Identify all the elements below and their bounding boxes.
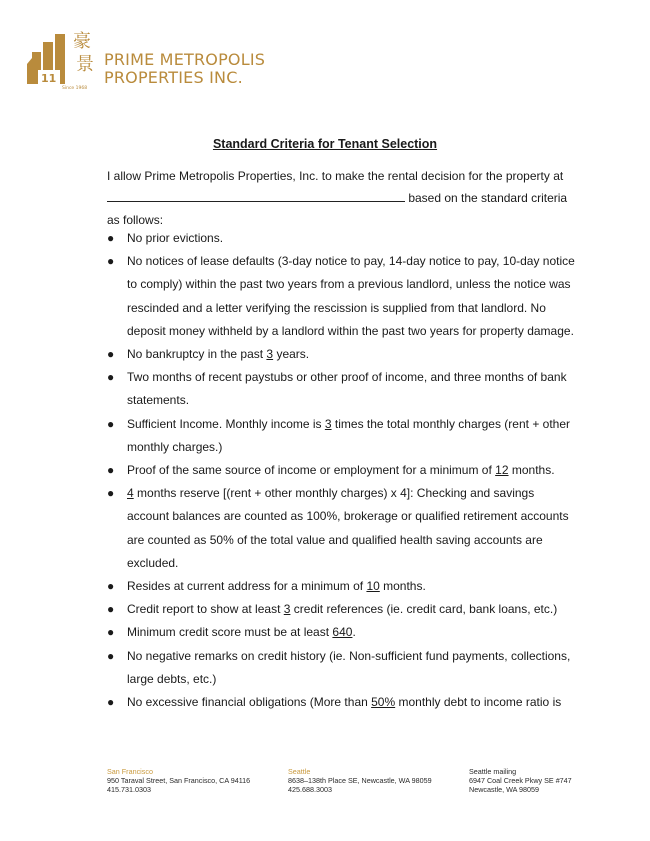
debt-ratio-value: 50% <box>371 695 396 710</box>
intro-line-2-text: based on the standard criteria <box>405 191 568 205</box>
criteria-text: No excessive financial obligations (More than <box>127 695 372 710</box>
income-multiple-value: 3 <box>324 416 332 431</box>
criteria-text: Minimum credit score must be at least <box>127 625 333 640</box>
bullet-icon: ● <box>107 370 115 385</box>
criteria-text: years. <box>273 347 310 362</box>
footer-city-state: Newcastle, WA 98059 <box>469 785 540 795</box>
criteria-text: Resides at current address for a minimum of <box>127 579 367 594</box>
bullet-icon: ● <box>107 463 115 478</box>
property-blank-line[interactable] <box>107 188 405 202</box>
svg-text:景: 景 <box>76 54 94 75</box>
criteria-text: No bankruptcy in the past <box>127 347 267 362</box>
intro-line-3: as follows: <box>107 213 164 227</box>
bankruptcy-years-value: 3 <box>266 347 274 362</box>
residence-months-value: 10 <box>366 579 380 594</box>
bullet-icon: ● <box>107 579 115 594</box>
company-name <box>104 51 265 87</box>
criteria-item <box>107 575 577 598</box>
criteria-item <box>107 482 577 575</box>
bullet-icon: ● <box>107 254 115 269</box>
criteria-item <box>107 598 577 621</box>
svg-text:11: 11 <box>41 72 57 85</box>
criteria-text: Two months of recent paystubs or other proof of income, and three months of bank statements. <box>127 370 567 408</box>
intro-line-2 <box>107 187 577 209</box>
employment-months-value: 12 <box>495 463 509 478</box>
bullet-icon: ● <box>107 602 115 617</box>
bullet-icon: ● <box>107 648 115 663</box>
footer-seattle <box>288 767 432 795</box>
criteria-item <box>107 691 577 714</box>
criteria-text: monthly debt to income ratio is <box>395 695 562 710</box>
criteria-text: Sufficient Income. Monthly income is <box>127 416 325 431</box>
criteria-text: No notices of lease defaults (3-day notice to pay, 14-day notice to pay, 10-day notice to comply) within the past two years from a previous landlord, unless the notice was rescinded and a letter verifying the rescission is supplied from that landlord. No deposit money withheld by a landlord within the past two years for property damage. <box>127 254 575 338</box>
criteria-text: credit references (ie. credit card, bank loans, etc.) <box>290 602 558 617</box>
criteria-item <box>107 250 577 343</box>
brand-line-1: PRIME METROPOLIS <box>104 50 266 69</box>
credit-score-value: 640 <box>332 625 353 640</box>
bullet-icon: ● <box>107 695 115 710</box>
footer-phone: 415.731.0303 <box>107 785 151 795</box>
criteria-item <box>107 413 577 459</box>
svg-text:豪: 豪 <box>73 31 91 52</box>
brand-line-2: PROPERTIES INC. <box>104 68 243 87</box>
bullet-icon: ● <box>107 231 115 245</box>
bullet-icon: ● <box>107 416 115 431</box>
criteria-text: Credit report to show at least <box>127 602 284 617</box>
criteria-item <box>107 227 577 250</box>
footer-phone: 425.688.3003 <box>288 785 332 795</box>
intro-line-1: I allow Prime Metropolis Properties, Inc. to make the rental decision for the property at <box>107 169 564 183</box>
criteria-item <box>107 366 577 412</box>
footer-address: 6947 Coal Creek Pkwy SE #747 <box>469 776 572 786</box>
credit-references-value: 3 <box>283 602 291 617</box>
criteria-text: months. <box>379 579 426 594</box>
intro-paragraph <box>107 165 577 231</box>
criteria-text: times the total monthly charges (rent + other monthly charges.) <box>127 416 571 454</box>
criteria-text: No negative remarks on credit history (ie. Non-sufficient fund payments, collections, large debts, etc.) <box>127 648 571 686</box>
criteria-text: months. <box>508 463 555 478</box>
criteria-text: Proof of the same source of income or employment for a minimum of <box>127 463 496 478</box>
criteria-item <box>107 621 577 644</box>
footer-city: Seattle <box>288 767 311 776</box>
footer-city: Seattle mailing <box>469 767 517 776</box>
criteria-item <box>107 645 577 691</box>
criteria-text: No prior evictions. <box>127 231 224 245</box>
document-title: Standard Criteria for Tenant Selection <box>212 137 438 151</box>
reserve-months-value: 4 <box>127 486 134 501</box>
bullet-icon: ● <box>107 625 115 640</box>
criteria-text: . <box>352 625 356 640</box>
svg-text:Since 1968: Since 1968 <box>62 86 88 91</box>
criteria-text: months reserve [(rent + other monthly charges) x 4]: Checking and savings account balances are counted as 100%, brokerage or qualified retirement accounts are counted as 50% of the total value and qualified health saving accounts are excluded. <box>127 486 569 570</box>
criteria-list <box>107 227 577 714</box>
footer-city: San Francisco <box>107 767 153 776</box>
footer-san-francisco <box>107 767 250 795</box>
bullet-icon: ● <box>107 347 115 362</box>
criteria-item <box>107 459 577 482</box>
footer-address: 8638–138th Place SE, Newcastle, WA 98059 <box>288 776 432 786</box>
criteria-item <box>107 343 577 366</box>
footer-seattle-mailing <box>469 767 572 795</box>
bullet-icon: ● <box>107 486 115 501</box>
footer-address: 950 Taraval Street, San Francisco, CA 94116 <box>107 776 251 786</box>
